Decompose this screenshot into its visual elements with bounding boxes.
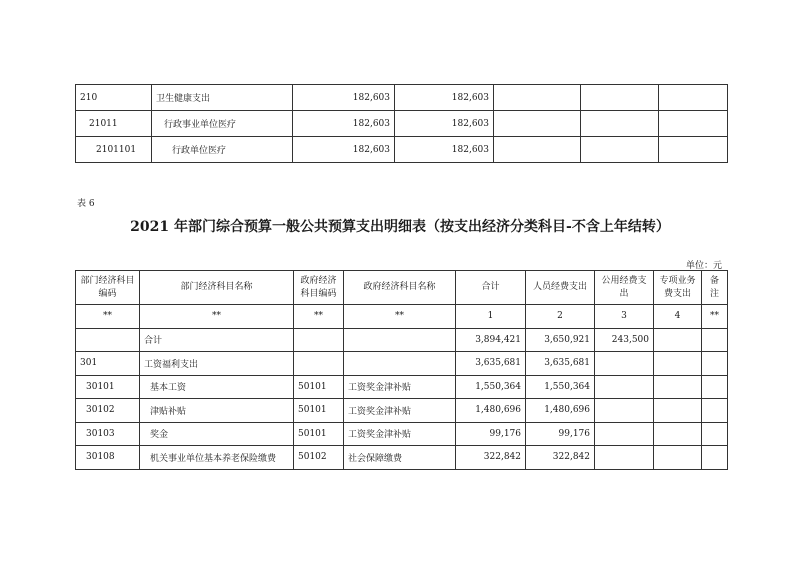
- gov-code-cell: 50102: [294, 446, 344, 470]
- index-cell: 1: [456, 305, 526, 329]
- personnel-cell: 1,550,364: [526, 375, 595, 399]
- column-header: 公用经费支出: [595, 271, 654, 305]
- index-cell: 2: [526, 305, 595, 329]
- dept-code-cell: 301: [76, 352, 140, 376]
- amount-cell: [659, 111, 728, 137]
- table-number-label: 表 6: [77, 199, 95, 209]
- table-header-row: [76, 271, 728, 305]
- column-header: 备注: [702, 271, 728, 305]
- unit-label: 单位：元: [685, 261, 722, 271]
- column-header: 政府经济科目编码: [294, 271, 344, 305]
- personnel-cell: 99,176: [526, 422, 595, 446]
- gov-name-cell: [344, 352, 456, 376]
- table-index-row: [76, 305, 728, 329]
- remark-cell: [702, 422, 728, 446]
- dept-name-cell: 工资福利支出: [140, 352, 294, 376]
- econ-code-cell: 21011: [76, 111, 152, 137]
- special-cell: [654, 328, 702, 352]
- index-cell: 4: [654, 305, 702, 329]
- index-cell: **: [344, 305, 456, 329]
- dept-name-cell: 奖金: [140, 422, 294, 446]
- amount-cell: [659, 85, 728, 111]
- budget-continued-table: [75, 84, 728, 163]
- expenditure-detail-table: [75, 270, 728, 470]
- dept-name-cell: 基本工资: [140, 375, 294, 399]
- column-header: 专项业务费支出: [654, 271, 702, 305]
- special-cell: [654, 446, 702, 470]
- gov-name-cell: 社会保障缴费: [344, 446, 456, 470]
- amount-cell: [659, 137, 728, 163]
- gov-code-cell: [294, 352, 344, 376]
- econ-code-cell: 210: [76, 85, 152, 111]
- remark-cell: [702, 446, 728, 470]
- table-row: [76, 85, 728, 111]
- amount-cell: [494, 111, 581, 137]
- dept-code-cell: [76, 328, 140, 352]
- amount-cell: [581, 137, 659, 163]
- public-cell: [595, 352, 654, 376]
- table-row: [76, 446, 728, 470]
- econ-code-cell: 2101101: [76, 137, 152, 163]
- dept-name-cell: 机关事业单位基本养老保险缴费: [140, 446, 294, 470]
- table-row: [76, 328, 728, 352]
- special-cell: [654, 375, 702, 399]
- remark-cell: [702, 375, 728, 399]
- special-cell: [654, 422, 702, 446]
- public-cell: [595, 446, 654, 470]
- column-header: 部门经济科目编码: [76, 271, 140, 305]
- page-title: 2021 年部门综合预算一般公共预算支出明细表（按支出经济分类科目-不含上年结转）: [130, 219, 670, 235]
- table-row: [76, 111, 728, 137]
- total-cell: 3,635,681: [456, 352, 526, 376]
- amount-cell: 182,603: [395, 111, 494, 137]
- remark-cell: [702, 328, 728, 352]
- gov-name-cell: 工资奖金津补贴: [344, 422, 456, 446]
- gov-code-cell: 50101: [294, 375, 344, 399]
- index-cell: **: [140, 305, 294, 329]
- gov-name-cell: [344, 328, 456, 352]
- column-header: 政府经济科目名称: [344, 271, 456, 305]
- amount-cell: [494, 85, 581, 111]
- dept-name-cell: 合计: [140, 328, 294, 352]
- gov-code-cell: 50101: [294, 422, 344, 446]
- econ-name-cell: 行政单位医疗: [152, 137, 293, 163]
- amount-cell: 182,603: [293, 111, 395, 137]
- total-cell: 1,480,696: [456, 399, 526, 423]
- personnel-cell: 3,650,921: [526, 328, 595, 352]
- gov-code-cell: [294, 328, 344, 352]
- total-cell: 99,176: [456, 422, 526, 446]
- amount-cell: 182,603: [293, 137, 395, 163]
- dept-code-cell: 30103: [76, 422, 140, 446]
- amount-cell: 182,603: [395, 137, 494, 163]
- table-row: [76, 137, 728, 163]
- amount-cell: [494, 137, 581, 163]
- public-cell: 243,500: [595, 328, 654, 352]
- personnel-cell: 1,480,696: [526, 399, 595, 423]
- column-header: 合计: [456, 271, 526, 305]
- amount-cell: 182,603: [293, 85, 395, 111]
- econ-name-cell: 卫生健康支出: [152, 85, 293, 111]
- total-cell: 322,842: [456, 446, 526, 470]
- public-cell: [595, 422, 654, 446]
- amount-cell: 182,603: [395, 85, 494, 111]
- index-cell: **: [294, 305, 344, 329]
- index-cell: **: [702, 305, 728, 329]
- column-header: 人员经费支出: [526, 271, 595, 305]
- gov-name-cell: 工资奖金津补贴: [344, 399, 456, 423]
- special-cell: [654, 352, 702, 376]
- index-cell: 3: [595, 305, 654, 329]
- table-row: [76, 352, 728, 376]
- econ-name-cell: 行政事业单位医疗: [152, 111, 293, 137]
- gov-name-cell: 工资奖金津补贴: [344, 375, 456, 399]
- public-cell: [595, 375, 654, 399]
- total-cell: 3,894,421: [456, 328, 526, 352]
- remark-cell: [702, 352, 728, 376]
- special-cell: [654, 399, 702, 423]
- total-cell: 1,550,364: [456, 375, 526, 399]
- gov-code-cell: 50101: [294, 399, 344, 423]
- table-row: [76, 422, 728, 446]
- dept-name-cell: 津贴补贴: [140, 399, 294, 423]
- personnel-cell: 322,842: [526, 446, 595, 470]
- dept-code-cell: 30108: [76, 446, 140, 470]
- public-cell: [595, 399, 654, 423]
- dept-code-cell: 30102: [76, 399, 140, 423]
- index-cell: **: [76, 305, 140, 329]
- dept-code-cell: 30101: [76, 375, 140, 399]
- personnel-cell: 3,635,681: [526, 352, 595, 376]
- column-header: 部门经济科目名称: [140, 271, 294, 305]
- remark-cell: [702, 399, 728, 423]
- amount-cell: [581, 111, 659, 137]
- table-row: [76, 399, 728, 423]
- table-row: [76, 375, 728, 399]
- amount-cell: [581, 85, 659, 111]
